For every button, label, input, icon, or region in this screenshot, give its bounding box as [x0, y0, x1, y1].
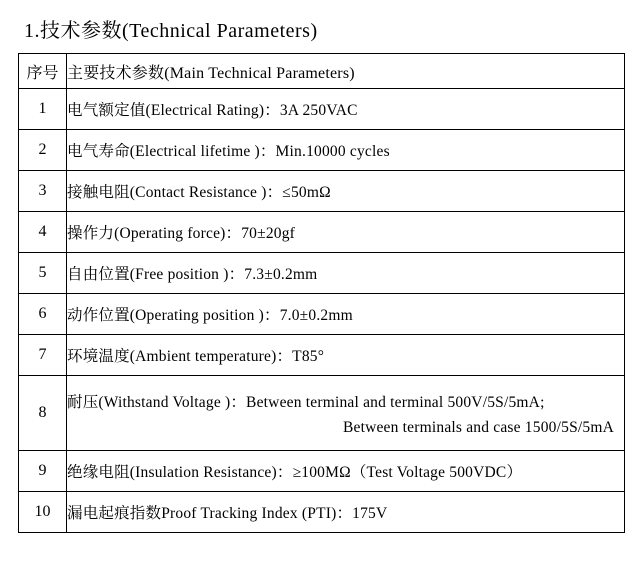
row-description — [67, 130, 625, 171]
table-row — [19, 212, 625, 253]
row-description — [67, 171, 625, 212]
technical-parameters-table — [18, 53, 625, 533]
row-description-line-2: Between terminals and case 1500/5S/5mA — [342, 418, 614, 436]
row-description — [67, 89, 625, 130]
row-description — [67, 492, 625, 533]
table-row — [19, 451, 625, 492]
page-title: 1.技术参数(Technical Parameters) — [24, 20, 318, 42]
column-header-index: 序号 — [19, 54, 67, 89]
table-row — [19, 130, 625, 171]
column-header-description: 主要技术参数(Main Technical Parameters) — [67, 54, 625, 89]
row-index: 8 — [19, 376, 67, 451]
row-index: 1 — [19, 89, 67, 130]
row-description-line-1: 绝缘电阻(Insulation Resistance)：≥100MΩ（Test Voltage 500VDC） — [67, 464, 523, 481]
row-description-line-1: 耐压(Withstand Voltage )：Between terminal and terminal 500V/5S/5mA; — [67, 393, 545, 411]
row-description-line-1: 电气寿命(Electrical lifetime )：Min.10000 cycles — [67, 143, 390, 160]
row-description-line-1: 接触电阻(Contact Resistance )：≤50mΩ — [67, 184, 331, 201]
row-index: 4 — [19, 212, 67, 253]
row-index: 5 — [19, 253, 67, 294]
table-row — [19, 376, 625, 451]
row-description-line-1: 环境温度(Ambient temperature)：T85° — [67, 348, 325, 365]
row-index: 7 — [19, 335, 67, 376]
row-description-line-1: 电气额定值(Electrical Rating)：3A 250VAC — [67, 102, 358, 119]
row-description-line-1: 自由位置(Free position )：7.3±0.2mm — [67, 266, 318, 283]
table-row — [19, 492, 625, 533]
row-description — [67, 335, 625, 376]
table-row — [19, 171, 625, 212]
row-description — [67, 451, 625, 492]
row-description-line-1: 动作位置(Operating position )：7.0±0.2mm — [67, 307, 353, 324]
row-description — [67, 212, 625, 253]
table-row — [19, 294, 625, 335]
row-index: 10 — [19, 492, 67, 533]
row-description — [67, 376, 625, 451]
table-row — [19, 335, 625, 376]
row-description — [67, 294, 625, 335]
table-row — [19, 89, 625, 130]
row-description-line-1: 操作力(Operating force)：70±20gf — [67, 225, 296, 242]
table-row — [19, 253, 625, 294]
row-index: 6 — [19, 294, 67, 335]
row-description — [67, 253, 625, 294]
row-index: 2 — [19, 130, 67, 171]
table-body — [19, 54, 625, 533]
row-index: 3 — [19, 171, 67, 212]
row-description-line-1: 漏电起痕指数Proof Tracking Index (PTI)：175V — [67, 505, 388, 522]
table-header-row — [19, 54, 625, 89]
row-index: 9 — [19, 451, 67, 492]
